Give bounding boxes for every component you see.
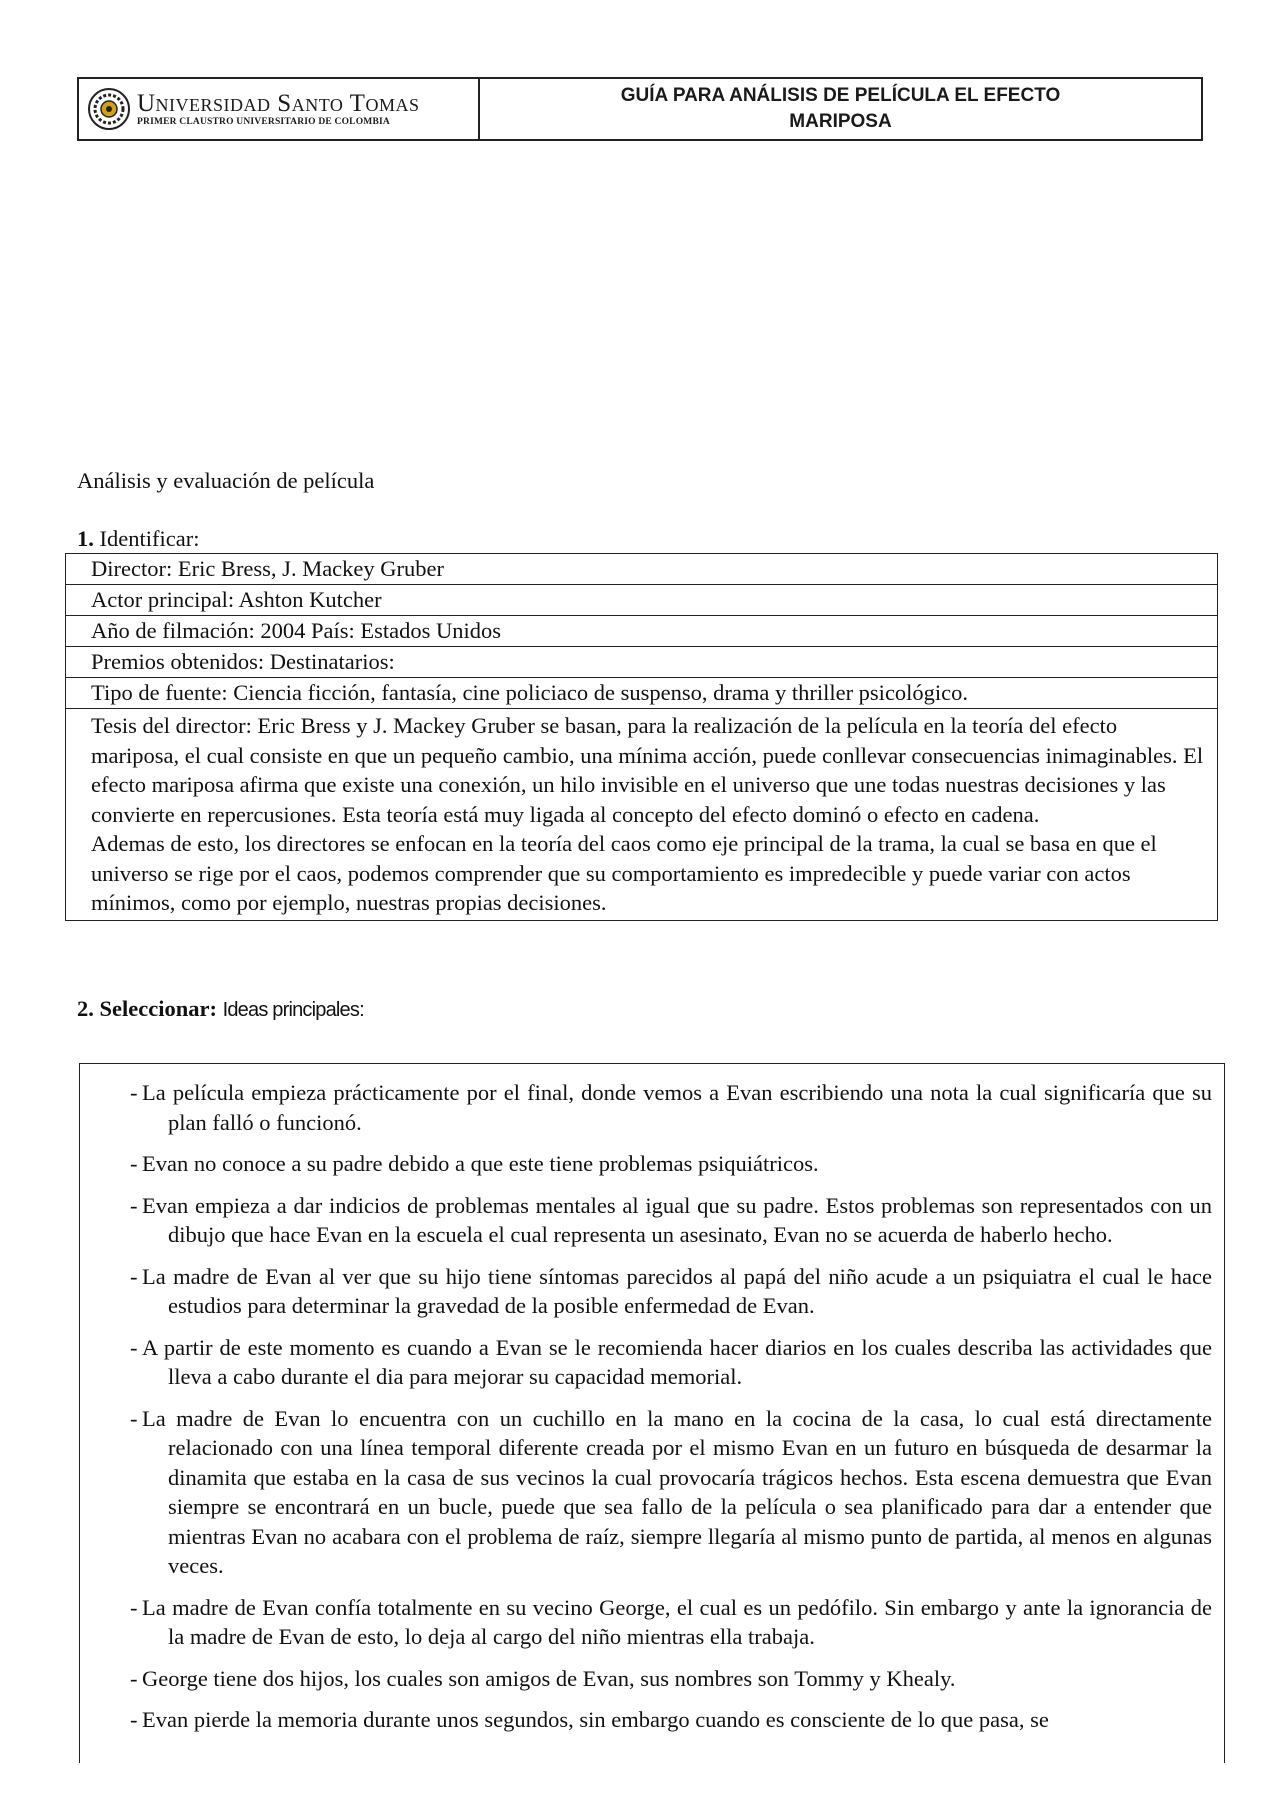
section-1-heading bbox=[77, 524, 199, 553]
table-row: Actor principal: Ashton Kutcher bbox=[66, 585, 1217, 616]
tesis-row bbox=[66, 709, 1217, 920]
section-2-sublabel: Ideas principales: bbox=[222, 999, 364, 1021]
section-2-number: 2. bbox=[77, 996, 94, 1021]
list-item: - La madre de Evan lo encuentra con un cuchillo en la mano en la cocina de la casa, lo cual está directamente relacionado con una línea temporal diferente creada por el mismo Evan en un futuro en búsqueda de desarmar la dinamita que estaba en la casa de sus vecinos la cual provocaría trágicos hechos. Esta escena demuestra que Evan siempre se encontrará en un bucle, puede que sea fallo de la película o sea planificado para dar a entender que mientras Evan no acabara con el problema de raíz, siempre llegaría al mismo punto de partida, al menos en algunas veces. bbox=[130, 1405, 1212, 1578]
document-title: GUÍA PARA ANÁLISIS DE PELÍCULA EL EFECTO MARIPOSA bbox=[620, 85, 1061, 132]
section-1-label: Identificar: bbox=[99, 526, 200, 551]
list-item: - Evan no conoce a su padre debido a que este tiene problemas psiquiátricos. bbox=[130, 1151, 819, 1176]
section-2-heading bbox=[77, 994, 364, 1025]
identification-table bbox=[65, 553, 1218, 921]
list-item: - La madre de Evan al ver que su hijo tiene síntomas parecidos al papá del niño acude a un psiquiatra el cual le hace estudios para determinar la gravedad de la posible enfermedad de Evan. bbox=[130, 1263, 1212, 1318]
page-header bbox=[77, 77, 1203, 141]
table-row: Tipo de fuente: Ciencia ficción, fantasía, cine policiaco de suspenso, drama y thriller psicológico. bbox=[66, 678, 1217, 709]
university-logo bbox=[79, 79, 480, 139]
tesis-paragraph-2: Ademas de esto, los directores se enfocan en la teoría del caos como eje principal de la trama, la cual se basa en que el universo se rige por el caos, podemos comprender que su comportamiento es impredecible y puede variar con actos mínimos, como por ejemplo, nuestras propias decisiones. bbox=[91, 831, 1157, 915]
list-item: - Evan empieza a dar indicios de problemas mentales al igual que su padre. Estos problemas son representados con un dibujo que hace Evan en la escuela el cual representa un asesinato, Evan no se acuerda de haberlo hecho. bbox=[130, 1192, 1212, 1247]
list-item: - George tiene dos hijos, los cuales son amigos de Evan, sus nombres son Tommy y Khealy. bbox=[130, 1665, 956, 1691]
list-item: - A partir de este momento es cuando a Evan se le recomienda hacer diarios en los cuales describa las actividades que lleva a cabo durante el dia para mejorar su capacidad memorial. bbox=[130, 1334, 1212, 1389]
intro-heading: Análisis y evaluación de película bbox=[77, 468, 375, 493]
tesis-paragraph-1: Tesis del director: Eric Bress y J. Mackey Gruber se basan, para la realización de la película en la teoría del efecto mariposa, el cual consiste en que un pequeño cambio, una mínima acción, puede conllevar consecuencias inimaginables. El efecto mariposa afirma que existe una conexión, un hilo invisible en el universo que une todas nuestras decisiones y las convierte en repercusiones. Esta teoría está muy ligada al concepto del efecto dominó o efecto en cadena. bbox=[91, 713, 1204, 827]
list-item: - La madre de Evan confía totalmente en su vecino George, el cual es un pedófilo. Sin embargo y ante la ignorancia de la madre de Evan de esto, lo deja al cargo del niño mientras ella trabaja. bbox=[130, 1594, 1212, 1649]
table-row: Director: Eric Bress, J. Mackey Gruber bbox=[66, 554, 1217, 585]
logo-name: Universidad Santo Tomas bbox=[137, 89, 420, 117]
table-row: Año de filmación: 2004 País: Estados Unidos bbox=[66, 616, 1217, 647]
ideas-list bbox=[80, 1064, 1224, 1735]
logo-subtitle: PRIMER CLAUSTRO UNIVERSITARIO DE COLOMBIA bbox=[137, 116, 390, 127]
university-seal-icon bbox=[87, 87, 131, 131]
list-item: - Evan pierde la memoria durante unos segundos, sin embargo cuando es consciente de lo que pasa, se bbox=[130, 1707, 1049, 1732]
section-1-number: 1. bbox=[77, 526, 94, 551]
ideas-box bbox=[79, 1063, 1225, 1763]
table-row: Premios obtenidos: Destinatarios: bbox=[66, 647, 1217, 678]
section-2-label: Seleccionar: bbox=[99, 996, 217, 1021]
list-item: - La película empieza prácticamente por el final, donde vemos a Evan escribiendo una nota la cual significaría que su plan falló o funcionó. bbox=[130, 1080, 1212, 1135]
